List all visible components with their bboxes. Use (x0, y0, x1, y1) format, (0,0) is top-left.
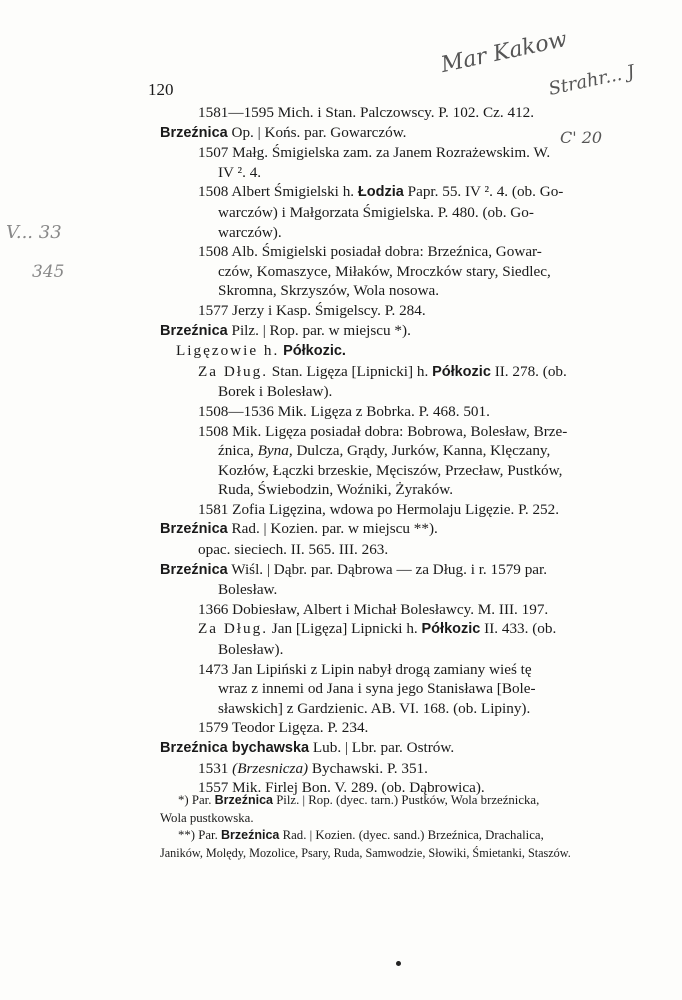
text-line: Ruda, Świebodzin, Woźniki, Żyraków. (218, 481, 453, 499)
handwritten-note-1: Mar Kakow (438, 26, 570, 79)
footnote-2: **) Par. Brzeźnica Rad. | Kozien. (dyec. sand.) Brzeźnica, Drachalica, (178, 828, 544, 842)
text-line: wraz z innemi od Jana i syna jego Stanisława [Bole- (218, 680, 536, 698)
handwritten-margin-note-1: V... 33 (6, 222, 62, 243)
entry-heading: Brzeźnica Op. | Końs. par. Gowarczów. (160, 123, 407, 141)
footnote-1: *) Par. Brzeźnica Pilz. | Rop. (dyec. tarn.) Pustków, Wola brzeźnicka, (178, 793, 540, 807)
text-line: Bolesław. (218, 581, 278, 599)
text-line: 1531 (Brzesnicza) Bychawski. P. 351. (198, 759, 428, 777)
entry-heading: Brzeźnica Rad. | Kozien. par. w miejscu **). (160, 520, 438, 538)
text-line: Za Dług. Stan. Ligęza [Lipnicki] h. Półkozic II. 278. (ob. (198, 362, 567, 380)
text-line: warczów). (218, 223, 282, 241)
text-line: 1366 Dobiesław, Albert i Michał Bolesławcy. M. III. 197. (198, 600, 549, 618)
text-line: 1507 Małg. Śmigielska zam. za Janem Rozrażewskim. W. (198, 144, 551, 162)
text-line: 1473 Jan Lipiński z Lipin nabył drogą zamiany wieś tę (198, 660, 532, 678)
text-line: Ligęzowie h. Półkozic. (176, 342, 346, 360)
footnotes (160, 792, 638, 862)
entry-heading: Brzeźnica Wiśl. | Dąbr. par. Dąbrowa — za Dług. i r. 1579 par. (160, 560, 548, 578)
text-line: 1557 Mik. Firlej Bon. V. 289. (ob. Dąbrowica). (198, 779, 485, 797)
text-line: 1508 Albert Śmigielski h. Łodzia Papr. 55. IV ². 4. (ob. Go- (198, 183, 564, 201)
handwritten-margin-note-2: 345 (32, 262, 65, 282)
text-line: 1508 Mik. Ligęza posiadał dobra: Bobrowa, Bolesław, Brze- (198, 422, 568, 440)
text-line: 1508—1536 Mik. Ligęza z Bobrka. P. 468. 501. (198, 402, 490, 420)
text-line: 1508 Alb. Śmigielski posiadał dobra: Brzeźnica, Gowar- (198, 243, 542, 261)
text-line: czów, Komaszyce, Miłaków, Mroczków stary, Siedlec, (218, 262, 551, 280)
text-line: 1581—1595 Mich. i Stan. Palczowscy. P. 102. Cz. 412. (198, 104, 535, 121)
text-line: Borek i Bolesław). (218, 383, 333, 401)
text-line: opac. sieciech. II. 565. III. 263. (198, 541, 389, 559)
handwritten-note-3: C' 20 (560, 128, 603, 147)
text-line: Bolesław). (218, 641, 284, 659)
text-line: Skromna, Skrzyszów, Wola nosowa. (218, 282, 440, 300)
entry-heading: Brzeźnica Pilz. | Rop. par. w miejscu *). (160, 321, 411, 339)
page-dot (396, 961, 401, 966)
footnote-1-cont: Wola pustkowska. (160, 810, 254, 825)
footnote-2-cont: Janików, Molędy, Mozolice, Psary, Ruda, Samwodzie, Słowiki, Śmietanki, Staszów. (160, 845, 571, 860)
text-line: Za Dług. Jan [Ligęza] Lipnicki h. Półkozic II. 433. (ob. (198, 620, 557, 638)
handwritten-note-2: Strahr... J (546, 61, 637, 100)
entries-text (160, 103, 638, 798)
page-number: 120 (148, 80, 174, 99)
text-line: 1579 Teodor Ligęza. P. 234. (198, 719, 369, 737)
entry-heading: Brzeźnica bychawska Lub. | Lbr. par. Ostrów. (160, 739, 455, 756)
text-line: sławskich] z Gardzienic. AB. VI. 168. (ob. Lipiny). (218, 699, 531, 717)
text-line: 1581 Zofia Ligęzina, wdowa po Hermolaju Ligęzie. P. 252. (198, 500, 560, 518)
text-line: Kozłów, Łączki brzeskie, Męciszów, Przecław, Pustków, (218, 461, 563, 479)
text-line: warczów) i Małgorzata Śmigielska. P. 480. (ob. Go- (218, 203, 534, 221)
text-line: źnica, Byna, Dulcza, Grądy, Jurków, Kanna, Klęczany, (218, 442, 551, 460)
text-line: IV ². 4. (218, 163, 262, 181)
text-line: 1577 Jerzy i Kasp. Śmigelscy. P. 284. (198, 301, 426, 319)
